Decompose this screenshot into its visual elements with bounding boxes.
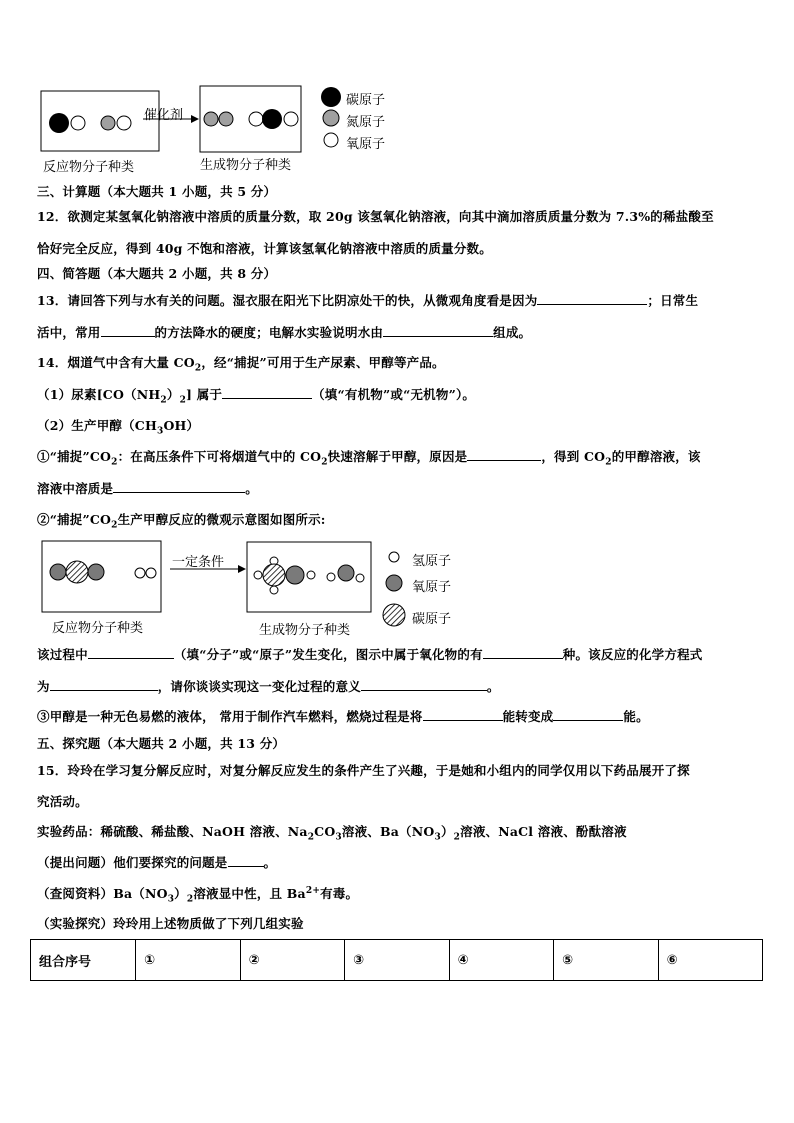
answer-blank[interactable] [467, 448, 541, 461]
oxygen-atom [117, 116, 131, 130]
legend-hydrogen: 氢原子 [412, 554, 452, 569]
q15-line2: 究活动。 [37, 794, 88, 809]
table-cell: ④ [449, 940, 554, 981]
q14-process-line1: 该过程中 （填“分子”或“原子”发生变化，图示中属于氧化物的有 种。该反应的化学方程式 [37, 647, 703, 662]
q15-experiment: （实验探究）玲玲用上述物质做了下列几组实验 [37, 916, 304, 931]
table-cell: ① [136, 940, 241, 981]
carbon-atom [49, 113, 69, 133]
answer-blank[interactable] [553, 708, 623, 721]
legend-oxygen-icon [324, 133, 338, 147]
q14-part2: （2）生产甲醇$(CH_3OH)$ [37, 418, 200, 437]
nitrogen-atom [101, 116, 115, 130]
table-cell: ③ [345, 940, 450, 981]
q14-part1: （1）尿素$[CO(NH_2)_2]$ 属于 （填“有机物”或“无机物”）。 [37, 387, 476, 406]
section5-heading: 五、探究题（本大题共 2 小题，共 13 分） [37, 736, 286, 751]
legend-carbon: 碳原子 [346, 93, 386, 108]
product-caption-2: 生成物分子种类 [259, 623, 351, 638]
hydrogen-atom [146, 568, 156, 578]
product-caption: 生成物分子种类 [200, 158, 292, 173]
q12-line1: 12．欲测定某氢氧化钠溶液中溶质的质量分数，取 20g 该氢氧化钠溶液，向其中滴加溶质质量分数为 7.3%的稀盐酸至 [37, 209, 714, 224]
oxygen-atom [338, 565, 354, 581]
q14-process-line3: ③甲醇是一种无色易燃的液体， 常用于制作汽车燃料，燃烧过程是将 能转变成 能。 [37, 709, 649, 724]
carbon-atom [66, 561, 88, 583]
oxygen-atom [50, 564, 66, 580]
arrow-label: 催化剂 [144, 108, 184, 123]
answer-blank[interactable] [228, 854, 264, 867]
answer-blank[interactable] [113, 480, 245, 493]
combination-table [30, 939, 763, 981]
q15-info: （查阅资料）$Ba(NO_3)_2$溶液显中性，且 $Ba^{2+}$有毒。 [37, 885, 359, 905]
q14-capture-line2: 溶液中溶质是 。 [37, 481, 258, 496]
legend-oxygen-icon [386, 575, 402, 591]
answer-blank[interactable] [483, 646, 563, 659]
q14-capture-line1: ①“捕捉$”CO_2$：在高压条件下可将烟道气中的 $CO_2$快速溶解于甲醇，原因是 ，得到 $CO_2$的甲醇溶液，该 [37, 449, 701, 468]
q14-capture-line3: ②“捕捉$”CO_2$生产甲醇反应的微观示意图如图所示: [37, 512, 326, 531]
oxygen-atom [249, 112, 263, 126]
reactant-caption-2: 反应物分子种类 [52, 621, 144, 636]
legend-nitrogen-icon [323, 110, 339, 126]
answer-blank[interactable] [361, 678, 487, 691]
answer-blank[interactable] [222, 386, 312, 399]
q15-reagents: 实验药品：稀硫酸、稀盐酸、NaOH 溶液、$Na_2CO_3$溶液、$Ba(NO_3)_2$溶液、NaCl 溶液、酚酞溶液 [37, 824, 627, 843]
section3-heading: 三、计算题（本大题共 1 小题，共 5 分） [37, 184, 277, 199]
oxygen-atom [71, 116, 85, 130]
legend-hydrogen-icon [389, 552, 399, 562]
answer-blank[interactable] [423, 708, 503, 721]
answer-blank[interactable] [101, 324, 155, 337]
reactant-caption: 反应物分子种类 [43, 160, 135, 175]
q15-line1: 15．玲玲在学习复分解反应时，对复分解反应发生的条件产生了兴趣，于是她和小组内的同学仅用以下药品展开了探 [37, 763, 690, 778]
oxygen-atom [286, 566, 304, 584]
legend-carbon-icon [383, 604, 405, 626]
q14-process-line2: 为 ，请你谈谈实现这一变化过程的意义 。 [37, 679, 500, 694]
table-cell: ⑤ [554, 940, 659, 981]
nitrogen-atom [204, 112, 218, 126]
table-cell: ⑥ [658, 940, 763, 981]
nitrogen-atom [219, 112, 233, 126]
hydrogen-atom [135, 568, 145, 578]
table-header-cell: 组合序号 [31, 940, 136, 981]
q13-line1: 13．请回答下列与水有关的问题。湿衣服在阳光下比阴凉处干的快，从微观角度看是因为 ；日常生 [37, 293, 699, 308]
legend-carbon-icon [321, 87, 341, 107]
table-row [31, 940, 763, 981]
oxygen-atom [88, 564, 104, 580]
answer-blank[interactable] [50, 678, 158, 691]
legend-nitrogen: 氮原子 [346, 115, 386, 130]
oxygen-atom [284, 112, 298, 126]
carbon-atom [262, 109, 282, 129]
legend-carbon: 碳原子 [412, 612, 452, 627]
carbon-atom [263, 564, 285, 586]
q15-question: （提出问题）他们要探究的问题是 。 [37, 855, 277, 870]
table-cell: ② [240, 940, 345, 981]
legend-oxygen: 氧原子 [346, 137, 386, 152]
answer-blank[interactable] [537, 292, 647, 305]
q12-line2: 恰好完全反应，得到 40g 不饱和溶液，计算该氢氧化钠溶液中溶质的质量分数。 [37, 241, 492, 256]
answer-blank[interactable] [88, 646, 174, 659]
q13-line2: 活中，常用 的方法降水的硬度；电解水实验说明水由 组成。 [37, 325, 532, 340]
section4-heading: 四、简答题（本大题共 2 小题，共 8 分） [37, 266, 277, 281]
legend-oxygen: 氧原子 [412, 580, 452, 595]
arrow-label-2: 一定条件 [172, 555, 225, 570]
q14-intro: 14．烟道气中含有大量 $CO_2$，经“捕捉”可用于生产尿素、甲醇等产品。 [37, 355, 445, 374]
answer-blank[interactable] [383, 324, 493, 337]
